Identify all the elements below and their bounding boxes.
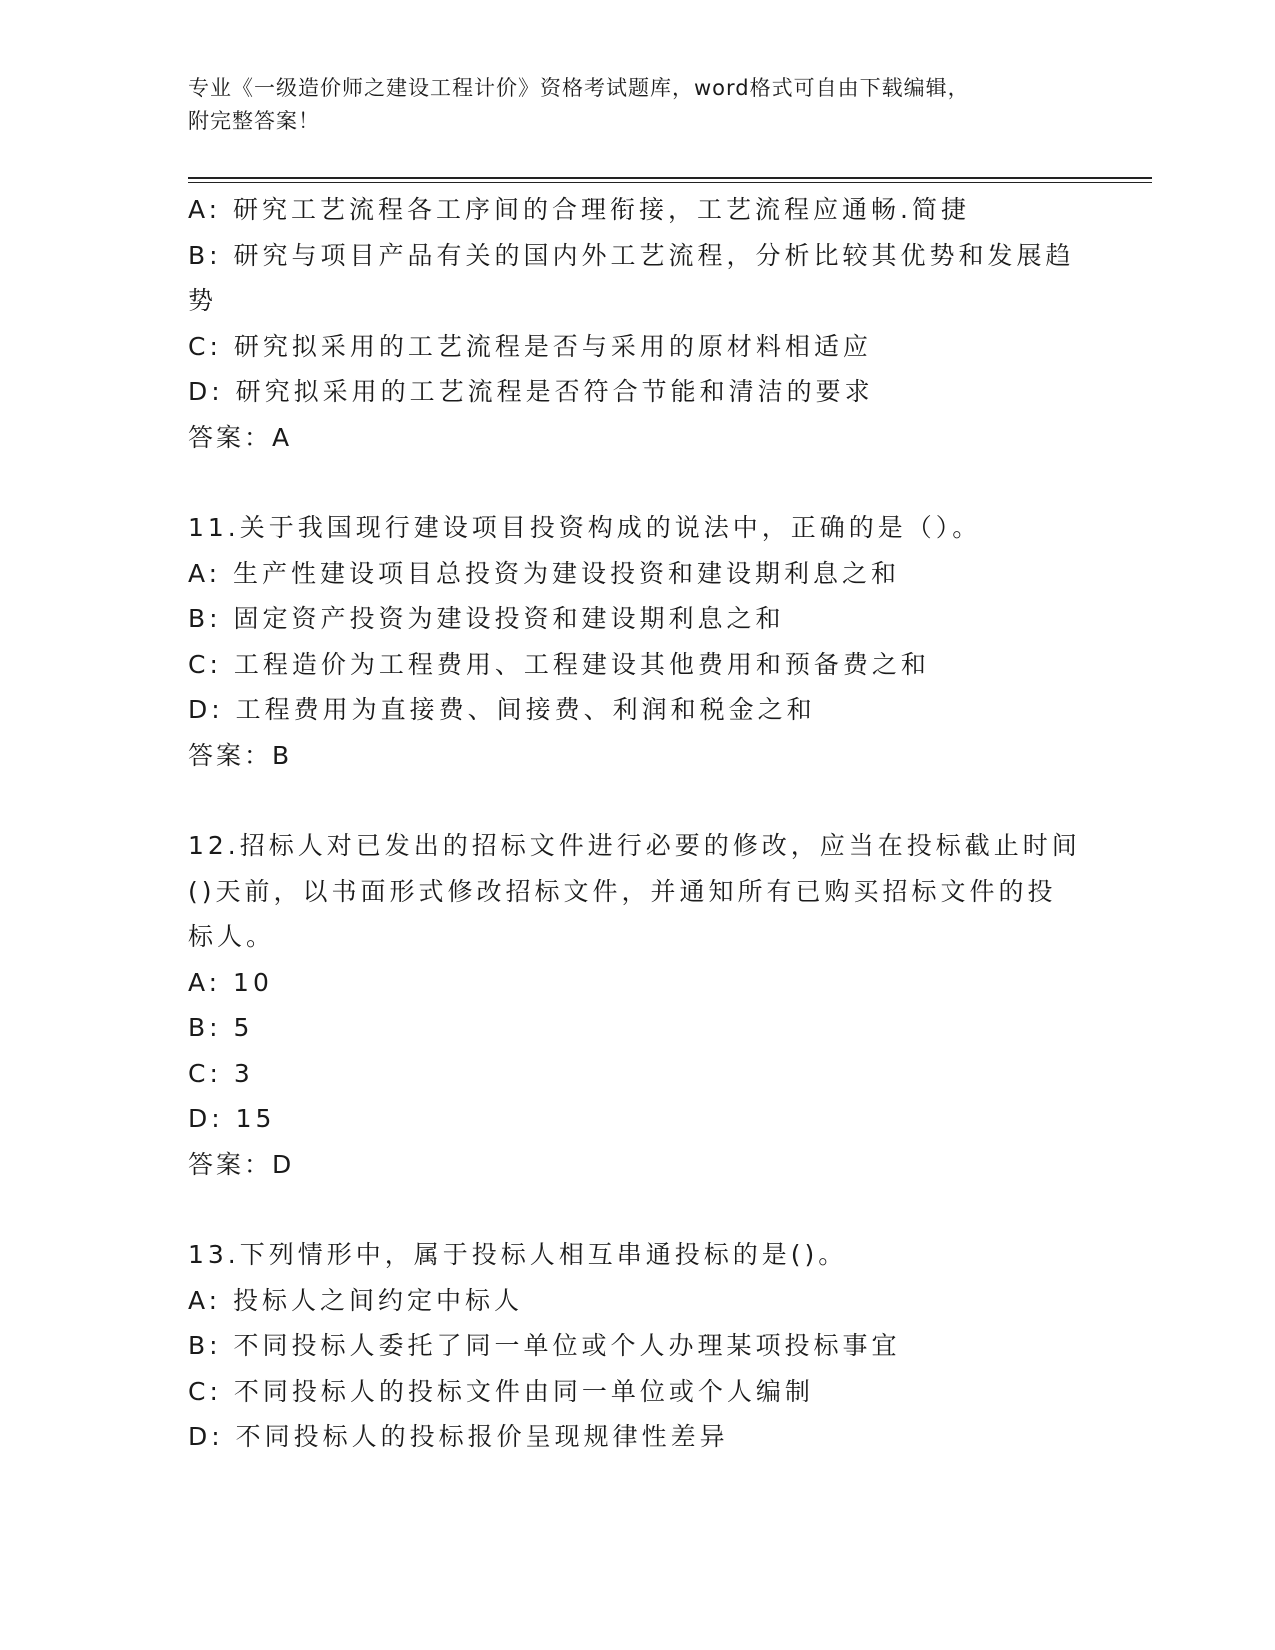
- previous-question-block: [188, 187, 1088, 460]
- option-c: C: 研究拟采用的工艺流程是否与采用的原材料相适应: [188, 331, 872, 361]
- question-stem-line-1: 12.招标人对已发出的招标文件进行必要的修改，应当在投标截止时间: [188, 831, 1081, 860]
- option-d: D: 研究拟采用的工艺流程是否符合节能和清洁的要求: [188, 377, 874, 406]
- spacer: [188, 1187, 1088, 1232]
- option-d: D: 工程费用为直接费、间接费、利润和税金之和: [188, 695, 816, 724]
- header-divider-thick: [188, 177, 1152, 179]
- question-stem-line-2: ()天前，以书面形式修改招标文件，并通知所有已购买招标文件的投: [188, 876, 1057, 906]
- option-c: C: 工程造价为工程费用、工程建设其他费用和预备费之和: [188, 649, 930, 679]
- option-d: D: 15: [188, 1104, 276, 1133]
- answer-line: 答案：A: [188, 422, 293, 452]
- question-stem: 11.关于我国现行建设项目投资构成的说法中，正确的是（）。: [188, 513, 982, 542]
- option-a: A: 生产性建设项目总投资为建设投资和建设期利息之和: [188, 558, 901, 588]
- question-content: [188, 187, 1088, 1460]
- answer-line: 答案：B: [188, 740, 293, 770]
- option-a: A: 10: [188, 967, 273, 997]
- question-stem: 13.下列情形中，属于投标人相互串通投标的是()。: [188, 1240, 848, 1269]
- header-divider-thin: [188, 182, 1152, 183]
- header-line-2: 附完整答案！: [188, 109, 320, 133]
- option-a: A: 投标人之间约定中标人: [188, 1285, 524, 1315]
- option-a: A: 研究工艺流程各工序间的合理衔接，工艺流程应通畅.简捷: [188, 195, 970, 224]
- question-11-block: [188, 505, 1088, 778]
- document-header: [188, 72, 1068, 138]
- question-12-block: [188, 823, 1088, 1187]
- question-13-block: [188, 1232, 1088, 1460]
- option-b: B: 不同投标人委托了同一单位或个人办理某项投标事宜: [188, 1331, 901, 1360]
- option-b: B: 研究与项目产品有关的国内外工艺流程，分析比较其优势和发展趋: [188, 240, 1075, 270]
- option-b-continuation: 势: [188, 286, 218, 315]
- option-c: C: 不同投标人的投标文件由同一单位或个人编制: [188, 1376, 814, 1406]
- spacer: [188, 460, 1088, 505]
- option-b: B: 固定资产投资为建设投资和建设期利息之和: [188, 604, 785, 633]
- option-d: D: 不同投标人的投标报价呈现规律性差异: [188, 1422, 729, 1451]
- header-line-1: 专业《一级造价师之建设工程计价》资格考试题库，word格式可自由下载编辑，: [188, 76, 970, 100]
- option-c: C: 3: [188, 1058, 254, 1088]
- spacer: [188, 778, 1088, 823]
- option-b: B: 5: [188, 1013, 254, 1042]
- question-stem-line-3: 标人。: [188, 922, 276, 951]
- answer-line: 答案：D: [188, 1149, 295, 1179]
